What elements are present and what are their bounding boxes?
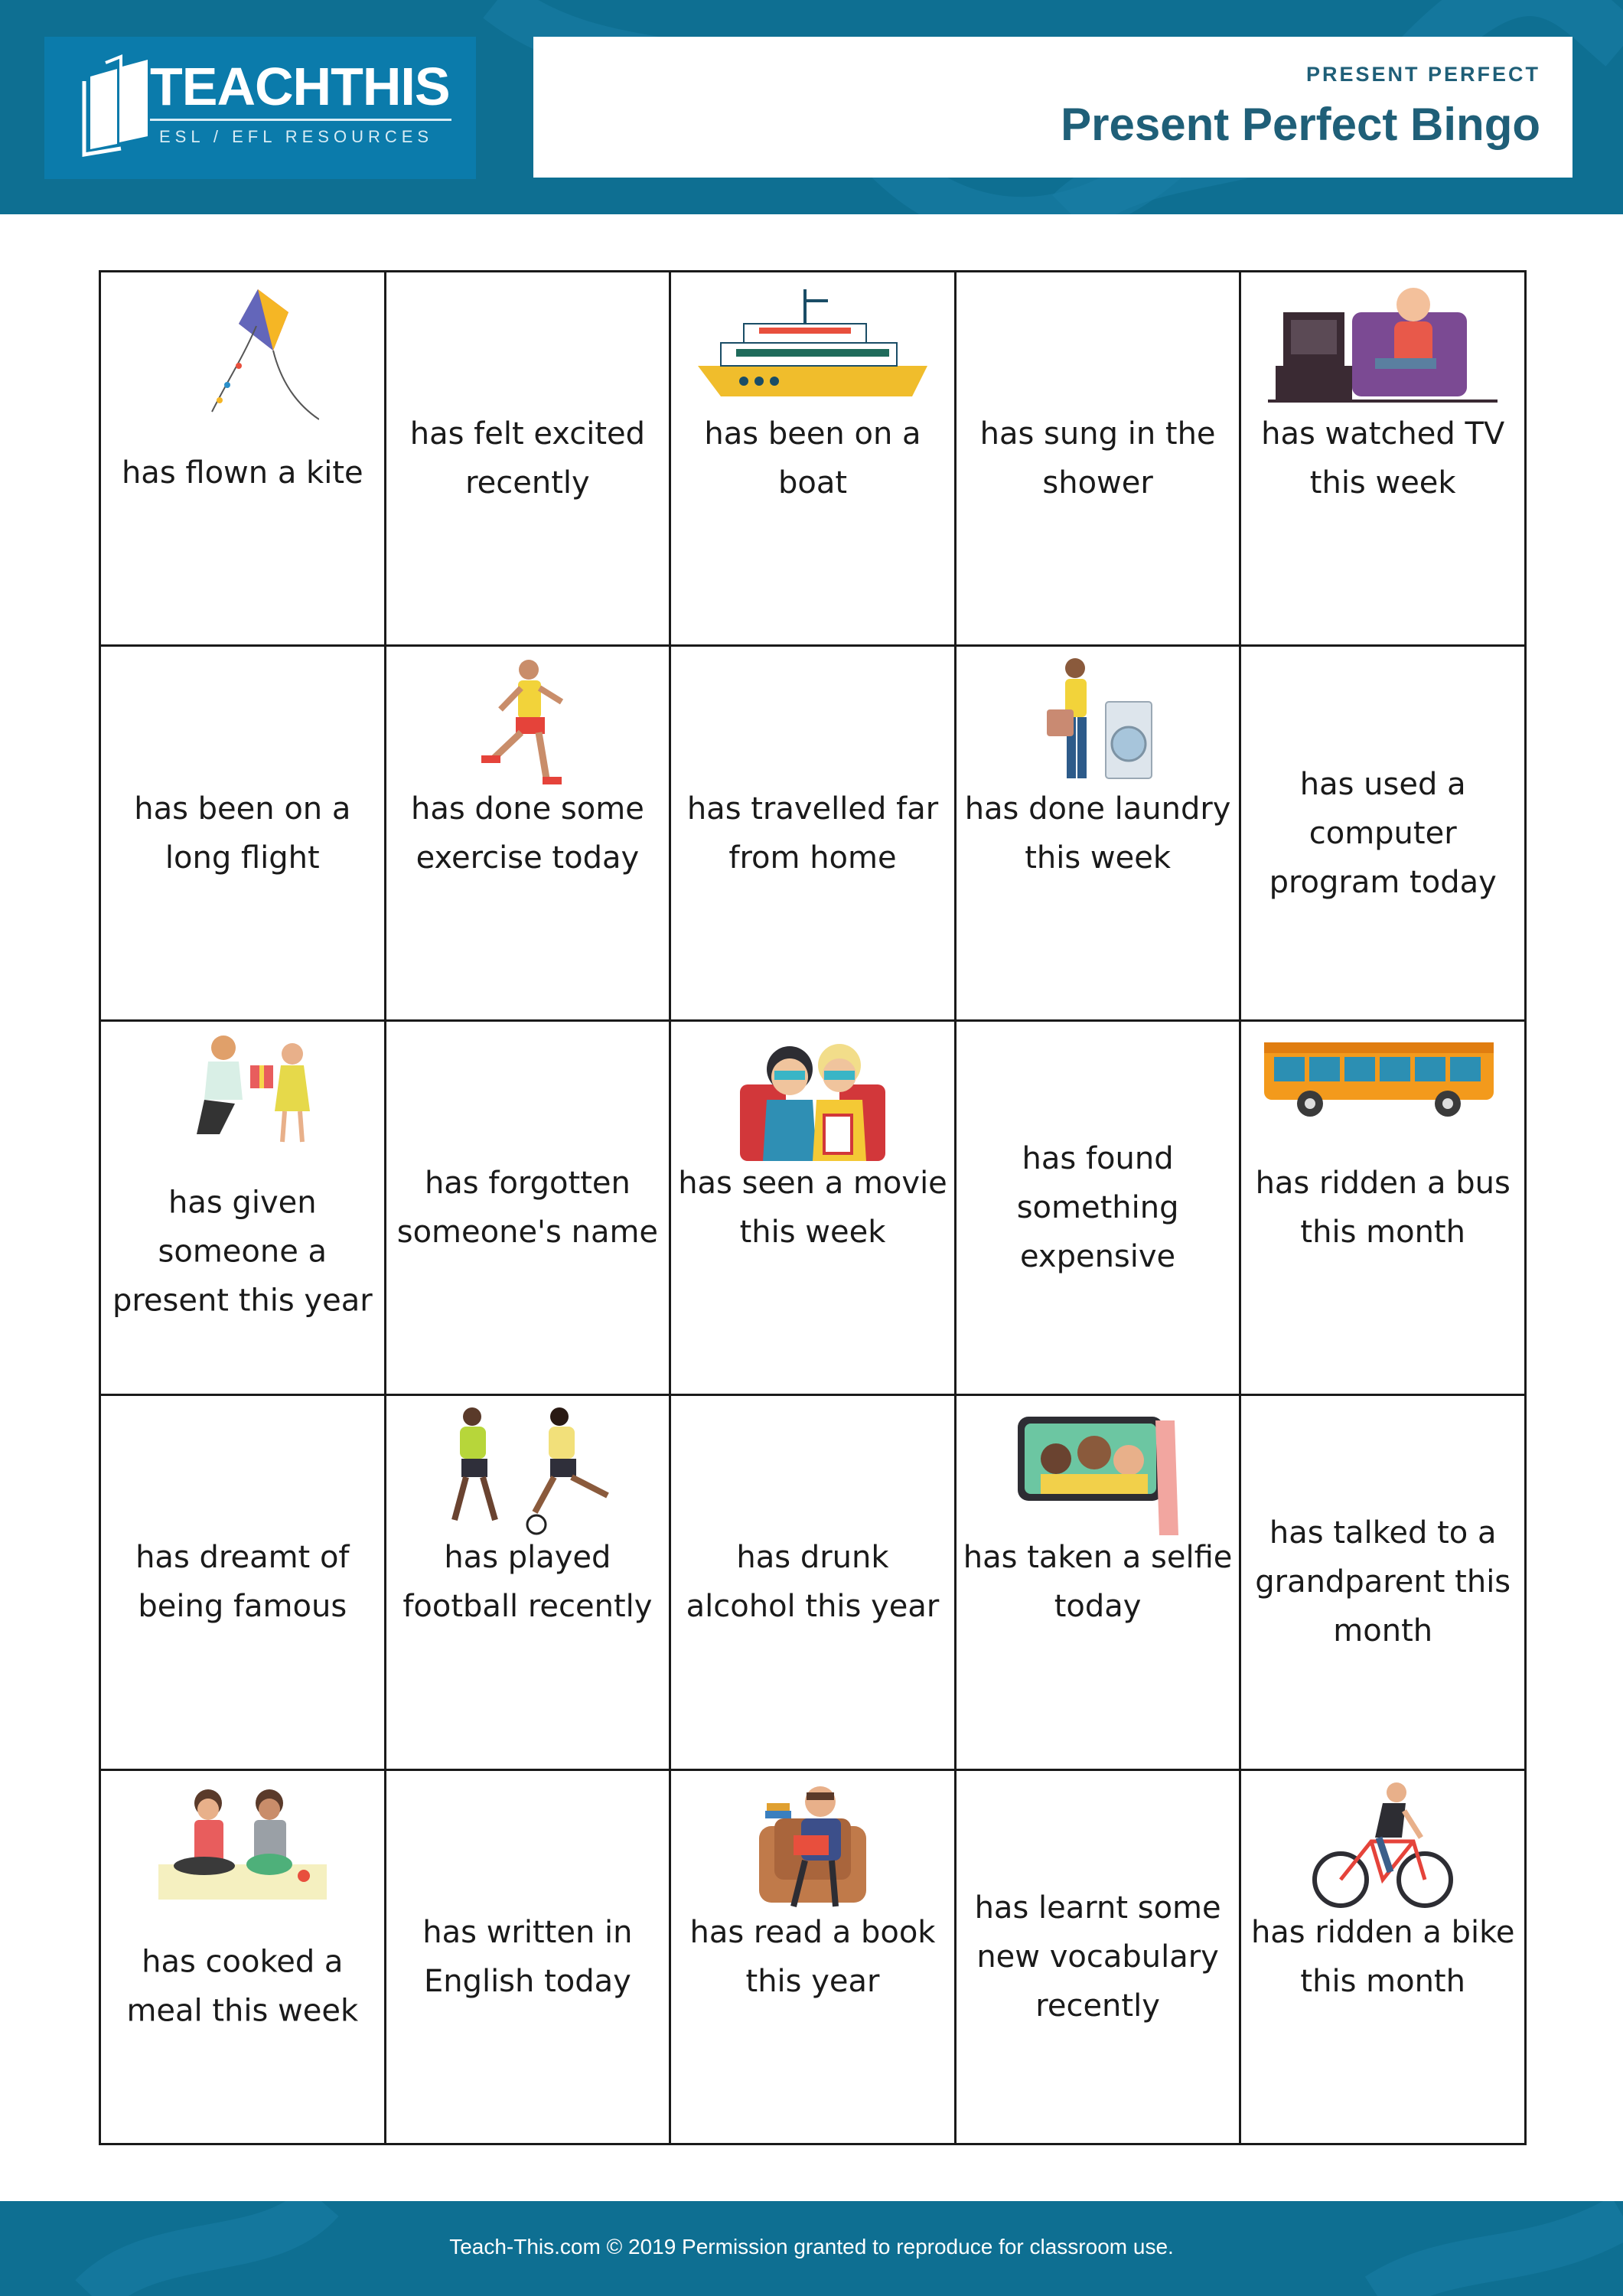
category-label: PRESENT PERFECT [1305, 63, 1540, 86]
boat-icon [690, 282, 935, 396]
cell-text: has drunk alcohol this year [686, 1540, 940, 1625]
cell-text: has done laundry this week [964, 791, 1231, 876]
bingo-cell[interactable] [101, 1771, 386, 2145]
bingo-cell[interactable] [1241, 1771, 1527, 2145]
football-icon [428, 1405, 627, 1535]
cell-text: has played football recently [402, 1540, 653, 1625]
bingo-cell[interactable] [386, 1771, 672, 2145]
bingo-cell[interactable] [671, 1022, 957, 1396]
reading-icon [751, 1780, 874, 1910]
bike-icon [1306, 1780, 1459, 1910]
title-panel [533, 37, 1572, 178]
bingo-cell[interactable] [386, 1022, 672, 1396]
brand-divider [150, 119, 451, 121]
cell-text: has talked to a grandparent this month [1255, 1515, 1511, 1649]
bingo-cell[interactable] [1241, 272, 1527, 647]
kite-icon [166, 282, 319, 435]
bingo-grid [99, 270, 1527, 2145]
bingo-cell[interactable] [386, 647, 672, 1021]
page-header [0, 0, 1623, 214]
cell-text: has been on a boat [704, 416, 921, 501]
cell-text: has read a book this year [689, 1914, 936, 1999]
bingo-cell[interactable] [101, 272, 386, 647]
bingo-cell[interactable] [671, 1771, 957, 2145]
cell-text: has written in English today [422, 1914, 633, 1999]
bingo-cell[interactable] [1241, 1396, 1527, 1770]
bingo-cell[interactable] [957, 1771, 1242, 2145]
bingo-cell[interactable] [671, 1396, 957, 1770]
tv-icon [1268, 282, 1498, 404]
bingo-cell[interactable] [671, 272, 957, 647]
bingo-cell[interactable] [1241, 1022, 1527, 1396]
laundry-icon [1041, 656, 1155, 786]
cell-text: has ridden a bike this month [1250, 1914, 1515, 1999]
page-footer [0, 2201, 1623, 2296]
bingo-cell[interactable] [386, 1396, 672, 1770]
bingo-cell[interactable] [957, 272, 1242, 647]
cell-text: has travelled far from home [686, 791, 939, 876]
bingo-cell[interactable] [1241, 647, 1527, 1021]
cell-text: has dreamt of being famous [135, 1540, 350, 1625]
selfie-icon [1014, 1405, 1182, 1535]
bingo-cell[interactable] [957, 647, 1242, 1021]
cell-text: has felt excited recently [409, 416, 646, 501]
cell-text: has forgotten someone's name [396, 1165, 659, 1250]
cell-text: has learnt some new vocabulary recently [974, 1890, 1221, 2024]
runner-icon [474, 656, 581, 786]
bingo-cell[interactable] [386, 272, 672, 647]
cell-text: has flown a kite [121, 455, 363, 491]
bingo-cell[interactable] [101, 1022, 386, 1396]
page-title: Present Perfect Bingo [1061, 99, 1540, 150]
bingo-cell[interactable] [101, 1396, 386, 1770]
cell-text: has found something expensive [1016, 1140, 1179, 1274]
brand-tagline: ESL / EFL RESOURCES [159, 127, 434, 146]
cell-text: has sung in the shower [979, 416, 1216, 501]
copyright-notice: Teach-This.com © 2019 Permission granted to reproduce for classroom use. [449, 2235, 1174, 2258]
bingo-cell[interactable] [101, 647, 386, 1021]
cell-text: has seen a movie this week [678, 1165, 947, 1250]
logo[interactable] [44, 37, 476, 179]
gift-icon [166, 1031, 319, 1146]
bingo-cell[interactable] [671, 647, 957, 1021]
cell-text: has ridden a bus this month [1255, 1165, 1511, 1250]
movie-icon [732, 1031, 893, 1161]
cell-text: has watched TV this week [1261, 416, 1505, 501]
brand-name: TEACHTHIS [150, 57, 450, 116]
bingo-cell[interactable] [957, 1022, 1242, 1396]
cell-text: has done some exercise today [410, 791, 644, 876]
cell-text: has used a computer program today [1269, 766, 1497, 900]
cell-text: has taken a selfie today [963, 1540, 1233, 1625]
cell-text: has been on a long flight [134, 791, 351, 876]
cell-text: has given someone a present this year [112, 1185, 373, 1319]
bus-icon [1260, 1031, 1505, 1123]
cooking-icon [155, 1780, 331, 1903]
bingo-cell[interactable] [957, 1396, 1242, 1770]
cell-text: has cooked a meal this week [126, 1944, 359, 2029]
